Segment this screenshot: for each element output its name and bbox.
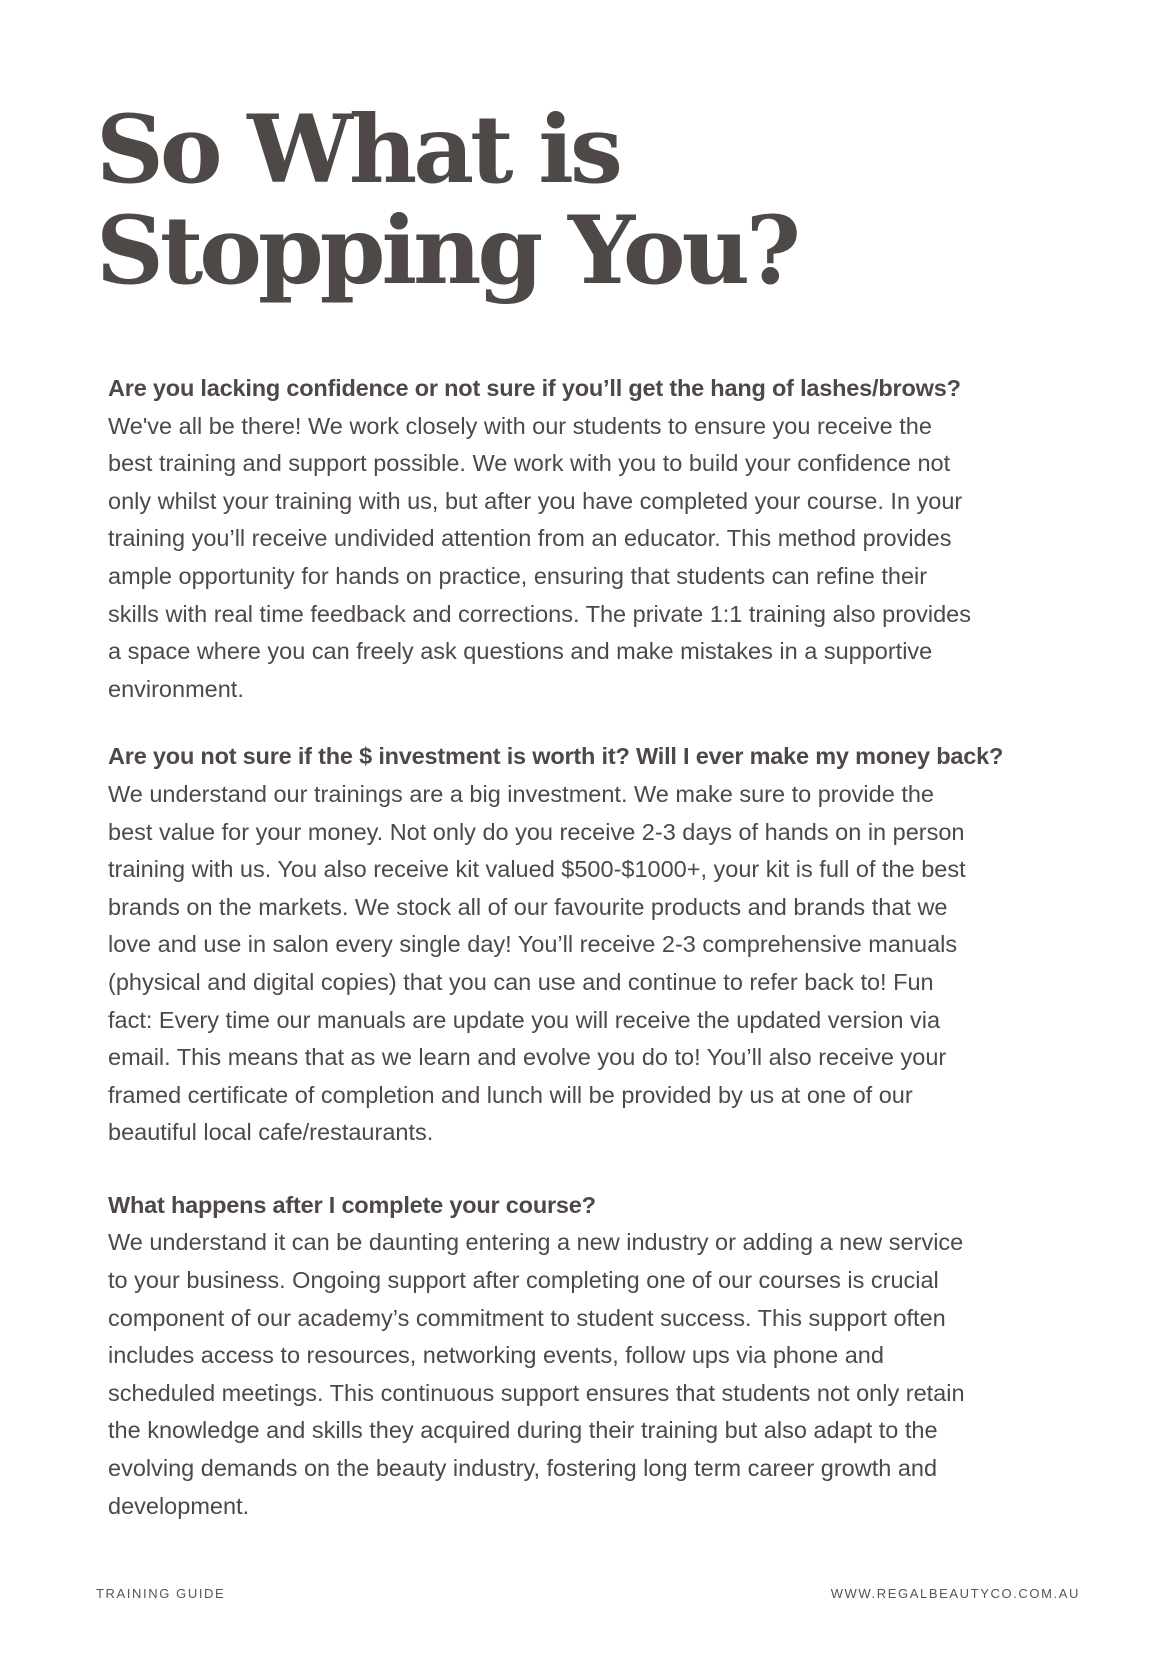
faq-answer xyxy=(108,408,1088,709)
answer-line: framed certificate of completion and lunch will be provided by us at one of our xyxy=(108,1081,913,1108)
answer-line: ample opportunity for hands on practice, ensuring that students can refine their xyxy=(108,562,928,589)
answer-line: skills with real time feedback and corrections. The private 1:1 training also provides xyxy=(108,600,971,627)
answer-line: best training and support possible. We work with you to build your confidence not xyxy=(108,450,951,477)
faq-question: Are you lacking confidence or not sure if you’ll get the hang of lashes/brows? xyxy=(108,375,961,401)
answer-line: email. This means that as we learn and evolve you do to! You’ll also receive your xyxy=(108,1044,947,1071)
answer-line: We understand our trainings are a big investment. We make sure to provide the xyxy=(108,780,934,807)
page-title-line-1: So What is xyxy=(96,95,619,205)
answer-line: love and use in salon every single day! You’ll receive 2-3 comprehensive manuals xyxy=(108,931,958,958)
answer-line: scheduled meetings. This continuous support ensures that students not only retain xyxy=(108,1379,965,1406)
answer-line: best value for your money. Not only do you receive 2-3 days of hands on in person xyxy=(108,818,965,845)
answer-line: to your business. Ongoing support after completing one of our courses is crucial xyxy=(108,1267,939,1294)
answer-line: brands on the markets. We stock all of our favourite products and brands that we xyxy=(108,893,948,920)
answer-line: environment. xyxy=(108,675,244,702)
answer-line: a space where you can freely ask questions and make mistakes in a supportive xyxy=(108,638,933,665)
faq-question: What happens after I complete your course? xyxy=(108,1191,596,1218)
answer-line: component of our academy’s commitment to student success. This support often xyxy=(108,1304,946,1331)
faq-answer xyxy=(108,776,1088,1152)
answer-line: We understand it can be daunting entering a new industry or adding a new service xyxy=(108,1229,964,1256)
answer-line: evolving demands on the beauty industry, fostering long term career growth and xyxy=(108,1455,938,1482)
answer-line: only whilst your training with us, but after you have completed your course. In your xyxy=(108,487,963,514)
answer-line: includes access to resources, networking events, follow ups via phone and xyxy=(108,1342,884,1369)
faq-content xyxy=(108,370,1088,1555)
answer-line: fact: Every time our manuals are update you will receive the updated version via xyxy=(108,1006,941,1033)
answer-line: development. xyxy=(108,1492,250,1519)
answer-line: training you’ll receive undivided attention from an educator. This method provides xyxy=(108,525,952,552)
page-title-line-2: Stopping You? xyxy=(96,196,798,306)
faq-question: Are you not sure if the $ investment is worth it? Will I ever make my money back? xyxy=(108,743,1004,770)
faq-section-confidence xyxy=(108,370,1088,708)
answer-line: beautiful local cafe/restaurants. xyxy=(108,1119,434,1146)
answer-line: the knowledge and skills they acquired during their training but also adapt to the xyxy=(108,1417,938,1444)
footer-training-guide: TRAINING GUIDE xyxy=(96,1586,226,1601)
page-title xyxy=(96,95,798,306)
faq-section-investment xyxy=(108,738,1088,1152)
faq-section-after-course xyxy=(108,1187,1088,1525)
answer-line: (physical and digital copies) that you can use and continue to refer back to! Fun xyxy=(108,968,934,995)
faq-answer xyxy=(108,1224,1088,1525)
answer-line: We've all be there! We work closely with our students to ensure you receive the xyxy=(108,412,932,439)
footer-website: WWW.REGALBEAUTYCO.COM.AU xyxy=(830,1586,1080,1601)
answer-line: training with us. You also receive kit valued $500-$1000+, your kit is full of the best xyxy=(108,856,966,883)
